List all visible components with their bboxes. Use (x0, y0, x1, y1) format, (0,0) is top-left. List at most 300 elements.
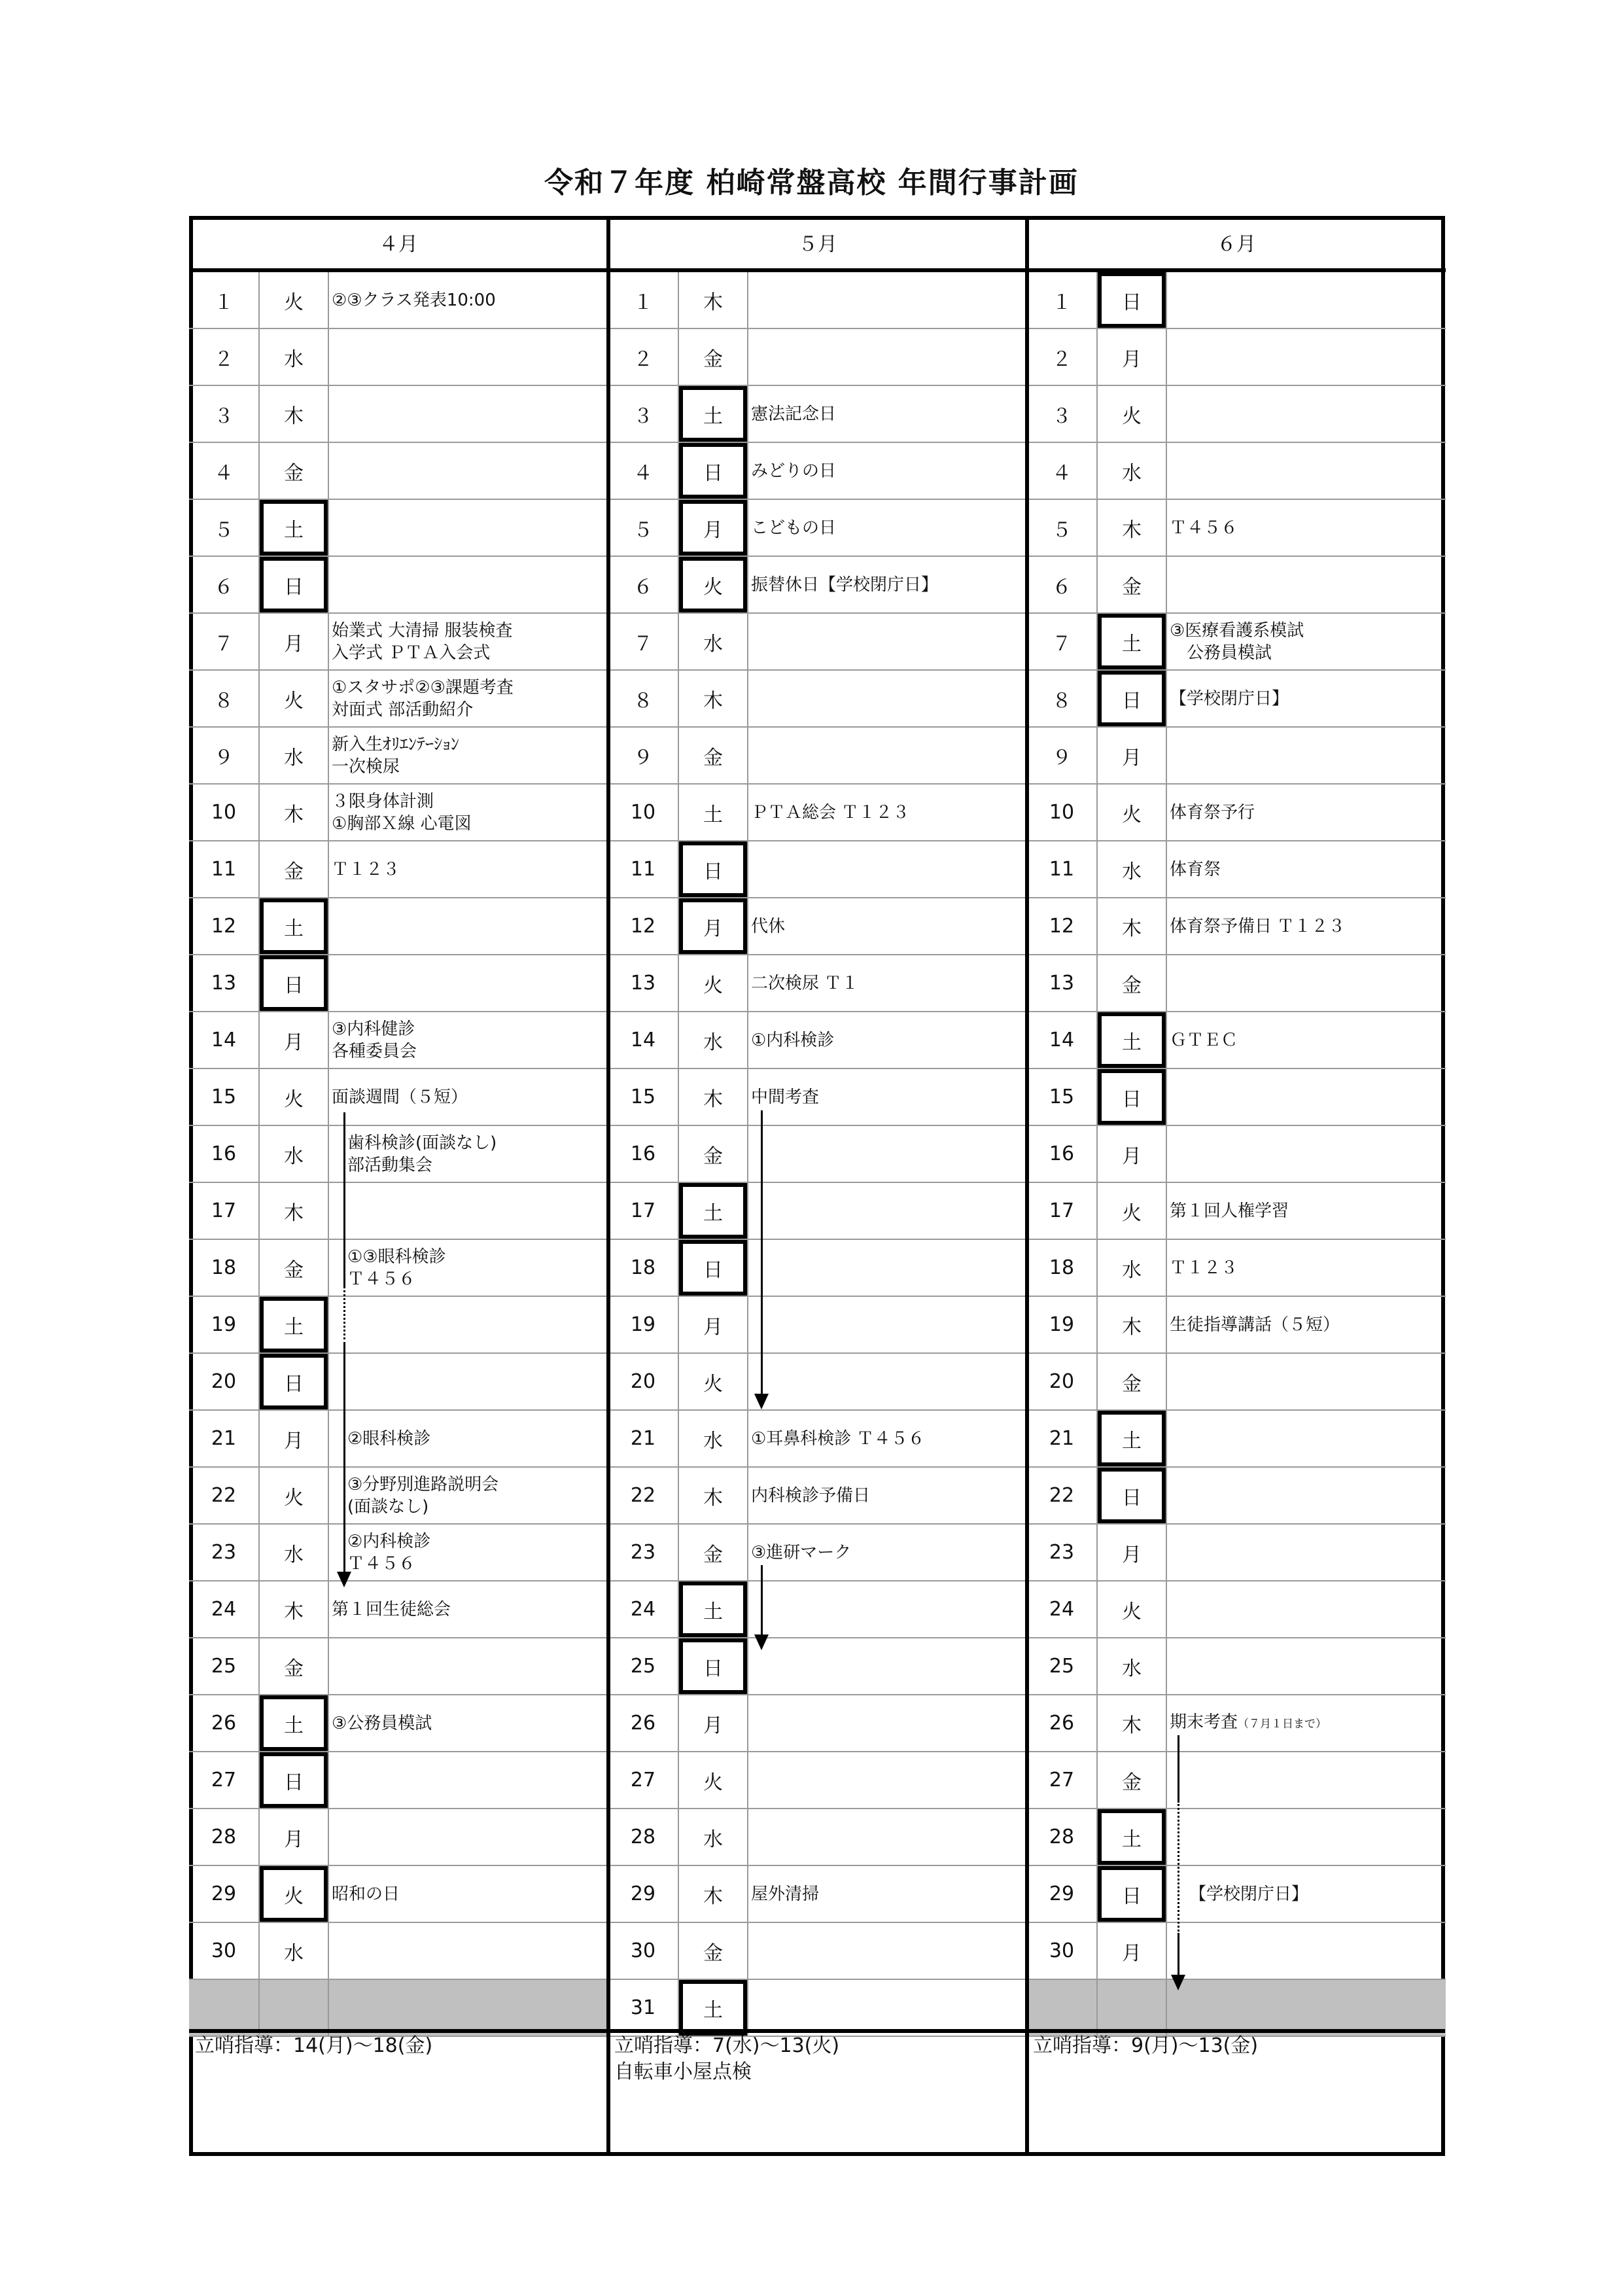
day-number: 17 (608, 1183, 679, 1239)
day-row (1027, 557, 1446, 614)
day-number: 10 (1027, 785, 1098, 840)
day-row (1027, 1695, 1446, 1752)
final-exam-arrow-line (1178, 1935, 1179, 1977)
event-cell (751, 1809, 1023, 1865)
notes-april (195, 2033, 601, 2059)
day-number: 13 (1027, 955, 1098, 1011)
day-number: 22 (189, 1468, 260, 1523)
event-text: 体育祭 (1170, 859, 1221, 879)
day-row (1027, 614, 1446, 671)
day-number: 21 (608, 1411, 679, 1466)
day-row (608, 1297, 1027, 1354)
day-row (189, 1354, 608, 1411)
day-number: 30 (608, 1923, 679, 1979)
weekday: 水 (260, 1923, 329, 1979)
day-number: ７ (1027, 614, 1098, 669)
day-number: 29 (189, 1866, 260, 1922)
day-row (189, 955, 608, 1012)
day-number: 30 (189, 1923, 260, 1979)
event-cell (1170, 671, 1442, 726)
event-cell (751, 1980, 1023, 2036)
weekday: 木 (679, 1069, 748, 1125)
event-cell (1170, 1183, 1442, 1239)
event-cell (751, 671, 1023, 726)
day-row (1027, 1752, 1446, 1809)
day-row (189, 1809, 608, 1866)
event-text: 振替休日【学校閉庁日】 (751, 574, 939, 595)
day-number: 28 (1027, 1809, 1098, 1865)
day-row (608, 671, 1027, 728)
day-number: 28 (189, 1809, 260, 1865)
event-cell (1170, 1297, 1442, 1352)
weekday: 月 (260, 1411, 329, 1466)
day-row (1027, 329, 1446, 386)
day-row (189, 785, 608, 841)
day-number: 10 (189, 785, 260, 840)
weekday: 金 (679, 1126, 748, 1182)
day-number: ７ (608, 614, 679, 669)
event-cell (332, 1752, 604, 1808)
weekday: 木 (260, 1581, 329, 1637)
day-row (1027, 500, 1446, 557)
column-separator (1025, 216, 1029, 2156)
day-row (608, 1638, 1027, 1695)
day-number: 25 (1027, 1638, 1098, 1694)
day-number: １ (1027, 272, 1098, 328)
day-number: 23 (608, 1525, 679, 1580)
weekday: 木 (679, 1866, 748, 1922)
weekday-holiday-box: 土 (260, 1297, 329, 1352)
weekday: 水 (679, 1809, 748, 1865)
event-cell (751, 1354, 1023, 1409)
weekday: 水 (260, 329, 329, 385)
event-cell (1170, 1126, 1442, 1182)
event-text: 部活動集会 (347, 1155, 433, 1175)
weekday: 水 (260, 1525, 329, 1580)
empty-cell (189, 1980, 260, 2036)
mark-exam-arrowhead (754, 1634, 769, 1650)
day-row (1027, 1581, 1446, 1638)
event-cell (332, 1354, 604, 1409)
event-text: Ｔ４５６ (1170, 518, 1238, 538)
day-row (608, 1354, 1027, 1411)
day-number: １ (189, 272, 260, 328)
day-row (608, 1923, 1027, 1980)
day-row (189, 1240, 608, 1297)
event-text: 生徒指導講話（５短） (1170, 1315, 1340, 1335)
day-number: 31 (608, 1980, 679, 2036)
day-number: ３ (189, 386, 260, 442)
event-cell (1170, 500, 1442, 556)
weekday-holiday-box: 日 (679, 1240, 748, 1296)
weekday: 金 (679, 1525, 748, 1580)
weekday-holiday-box: 土 (679, 1581, 748, 1637)
weekday: 火 (1098, 1581, 1167, 1637)
event-cell (332, 557, 604, 612)
weekday: 水 (679, 1012, 748, 1068)
weekday: 火 (1098, 785, 1167, 840)
event-text: ③医療看護系模試 (1170, 620, 1304, 641)
day-row (608, 1468, 1027, 1525)
weekday: 木 (679, 671, 748, 726)
day-row (189, 1866, 608, 1923)
event-cell (1170, 955, 1442, 1011)
month-column-april (189, 216, 608, 2156)
event-text: 歯科検診(面談なし) (347, 1133, 497, 1153)
day-row (189, 1752, 608, 1809)
event-cell (751, 329, 1023, 385)
day-number: ６ (608, 557, 679, 612)
day-number: 19 (189, 1297, 260, 1352)
month-column-june (1027, 216, 1446, 2156)
day-row (189, 557, 608, 614)
day-row (1027, 785, 1446, 841)
weekday: 水 (1098, 1638, 1167, 1694)
event-text: 憲法記念日 (751, 404, 837, 424)
event-cell (1170, 272, 1442, 328)
event-cell (347, 1411, 604, 1466)
event-text: みどりの日 (751, 461, 837, 481)
weekday: 金 (679, 329, 748, 385)
event-text: ②眼科検診 (347, 1428, 431, 1449)
event-cell (751, 1581, 1023, 1637)
empty-day-row (1027, 1980, 1446, 2037)
weekday: 月 (260, 614, 329, 669)
weekday-holiday-box: 月 (679, 500, 748, 556)
midterm-arrow-line (761, 1110, 763, 1395)
day-row (189, 443, 608, 500)
weekday: 火 (679, 1752, 748, 1808)
day-number: 25 (608, 1638, 679, 1694)
event-cell (332, 1581, 604, 1637)
weekday: 木 (679, 1468, 748, 1523)
weekday: 火 (260, 1069, 329, 1125)
day-number: 21 (1027, 1411, 1098, 1466)
day-number: 11 (608, 841, 679, 897)
weekday: 金 (679, 1923, 748, 1979)
weekday: 水 (679, 1411, 748, 1466)
event-cell (347, 1525, 604, 1580)
day-row (608, 1866, 1027, 1923)
day-number: ６ (189, 557, 260, 612)
event-text: 新入生ｵﾘｴﾝﾃｰｼｮﾝ (332, 734, 460, 754)
weekday: 木 (260, 1183, 329, 1239)
weekday: 水 (679, 614, 748, 669)
event-text: 始業式 大清掃 服装検査 (332, 620, 513, 641)
event-cell (332, 1069, 604, 1125)
day-number: 23 (1027, 1525, 1098, 1580)
event-cell (751, 955, 1023, 1011)
day-number: 14 (189, 1012, 260, 1068)
day-number: ９ (608, 728, 679, 783)
day-number: 30 (1027, 1923, 1098, 1979)
event-text: ③進研マーク (751, 1542, 852, 1563)
final-exam-dotted-line (1178, 1801, 1179, 1935)
event-cell (1170, 728, 1442, 783)
day-row (1027, 443, 1446, 500)
day-number: 27 (1027, 1752, 1098, 1808)
day-row (608, 1752, 1027, 1809)
month-header: ５月 (608, 216, 1027, 272)
weekday-holiday-box: 日 (1098, 1866, 1167, 1922)
event-text: 各種委員会 (332, 1041, 417, 1061)
event-text: Ｔ４５６ (347, 1269, 416, 1289)
notes-june (1033, 2033, 1439, 2059)
event-cell (1170, 1638, 1442, 1694)
day-row (608, 1240, 1027, 1297)
event-cell (332, 671, 604, 726)
empty-day-row (189, 1980, 608, 2037)
day-row (608, 841, 1027, 898)
day-row (1027, 386, 1446, 443)
day-row (1027, 1069, 1446, 1126)
weekday: 月 (679, 1695, 748, 1751)
page-title: 令和７年度 柏崎常盤高校 年間行事計画 (544, 166, 1079, 200)
weekday: 金 (1098, 1752, 1167, 1808)
event-cell (1170, 1695, 1442, 1751)
weekday-holiday-box: 月 (679, 898, 748, 954)
weekday: 金 (260, 841, 329, 897)
event-cell (751, 1752, 1023, 1808)
day-row (189, 841, 608, 898)
notes-may (614, 2033, 1020, 2085)
day-row (608, 1411, 1027, 1468)
day-row (1027, 728, 1446, 785)
event-cell (332, 1923, 604, 1979)
day-number: ８ (1027, 671, 1098, 726)
weekday-holiday-box: 土 (260, 898, 329, 954)
event-cell (332, 785, 604, 840)
day-row (1027, 898, 1446, 955)
event-text: Ｔ４５６ (347, 1553, 416, 1574)
day-number: ４ (189, 443, 260, 499)
event-cell (1170, 557, 1442, 612)
day-row (608, 1581, 1027, 1638)
event-cell (332, 898, 604, 954)
mark-exam-arrow-line (761, 1565, 763, 1637)
note-line: 自転車小屋点検 (614, 2060, 752, 2083)
weekday-holiday-box: 土 (1098, 1411, 1167, 1466)
day-row (1027, 1525, 1446, 1581)
event-cell (751, 1126, 1023, 1182)
event-text: Ｔ１２３ (332, 859, 400, 879)
event-cell (332, 1297, 604, 1352)
weekday: 水 (260, 1126, 329, 1182)
event-text: 第１回生徒総会 (332, 1599, 451, 1619)
day-row (189, 1581, 608, 1638)
event-text: ①③眼科検診 (347, 1246, 446, 1267)
final-exam-arrowhead (1171, 1975, 1185, 1990)
day-row (608, 329, 1027, 386)
day-row (608, 500, 1027, 557)
day-row (1027, 272, 1446, 329)
event-cell (1170, 1468, 1442, 1523)
day-row (608, 898, 1027, 955)
weekday: 金 (1098, 557, 1167, 612)
event-text: (面談なし) (347, 1496, 429, 1517)
event-cell (1170, 443, 1442, 499)
event-text: 中間考査 (751, 1087, 820, 1107)
weekday: 火 (260, 671, 329, 726)
event-cell (347, 1468, 604, 1523)
event-cell (347, 1240, 604, 1296)
weekday: 月 (260, 1012, 329, 1068)
day-number: 26 (189, 1695, 260, 1751)
day-row (189, 728, 608, 785)
day-number: ４ (608, 443, 679, 499)
day-number: 16 (189, 1126, 260, 1182)
day-row (1027, 1638, 1446, 1695)
day-row (189, 1012, 608, 1069)
day-row (189, 272, 608, 329)
event-cell (1170, 898, 1442, 954)
event-cell (751, 1923, 1023, 1979)
weekday-holiday-box: 日 (679, 841, 748, 897)
event-text: 内科検診予備日 (751, 1485, 871, 1506)
day-row (1027, 1012, 1446, 1069)
day-number: ８ (189, 671, 260, 726)
event-cell (332, 1183, 604, 1239)
day-number: 27 (608, 1752, 679, 1808)
weekday: 木 (1098, 1297, 1167, 1352)
day-number: 14 (608, 1012, 679, 1068)
day-row (1027, 1354, 1446, 1411)
day-number: 17 (1027, 1183, 1098, 1239)
weekday-holiday-box: 日 (1098, 1069, 1167, 1125)
weekday-holiday-box: 火 (260, 1866, 329, 1922)
event-cell (751, 386, 1023, 442)
empty-cell (1098, 1980, 1167, 2036)
event-text: ＰＴＡ総会 Ｔ１２３ (751, 802, 910, 822)
event-text: 一次検尿 (332, 756, 400, 777)
day-number: ２ (1027, 329, 1098, 385)
weekday-holiday-box: 土 (260, 500, 329, 556)
day-row (189, 1695, 608, 1752)
event-text: ②③クラス発表10:00 (332, 290, 496, 310)
event-cell (332, 614, 604, 669)
day-number: 23 (189, 1525, 260, 1580)
event-text: ③分野別進路説明会 (347, 1474, 499, 1494)
day-number: 13 (608, 955, 679, 1011)
event-text: ②内科検診 (347, 1531, 431, 1551)
day-row (189, 329, 608, 386)
day-number: 16 (1027, 1126, 1098, 1182)
weekday: 金 (260, 1638, 329, 1694)
event-cell (751, 1468, 1023, 1523)
event-text: 代休 (751, 916, 786, 936)
event-cell (332, 1866, 604, 1922)
day-row (189, 1183, 608, 1240)
day-number: 24 (608, 1581, 679, 1637)
weekday: 月 (1098, 1923, 1167, 1979)
event-cell (751, 841, 1023, 897)
weekday: 木 (1098, 1695, 1167, 1751)
weekday: 水 (1098, 443, 1167, 499)
day-row (608, 1695, 1027, 1752)
event-cell (347, 1126, 604, 1182)
weekday: 月 (1098, 1126, 1167, 1182)
day-number: 13 (189, 955, 260, 1011)
note-line: 立哨指導：9(月)～13(金) (1033, 2034, 1259, 2057)
weekday: 水 (1098, 1240, 1167, 1296)
event-cell (1170, 1354, 1442, 1409)
day-row (1027, 1809, 1446, 1866)
weekday-holiday-box: 日 (260, 1752, 329, 1808)
weekday: 火 (260, 272, 329, 328)
weekday: 月 (1098, 1525, 1167, 1580)
weekday-holiday-box: 土 (1098, 1012, 1167, 1068)
weekday-holiday-box: 日 (260, 557, 329, 612)
note-line: 立哨指導：14(月)～18(金) (195, 2034, 433, 2057)
event-text: こどもの日 (751, 518, 837, 538)
event-cell (1170, 1752, 1442, 1808)
day-row (1027, 1297, 1446, 1354)
interview-week-dotted-line (343, 1286, 345, 1345)
day-row (1027, 955, 1446, 1012)
event-cell (332, 955, 604, 1011)
day-number: ９ (189, 728, 260, 783)
day-row (1027, 671, 1446, 728)
event-cell (1170, 386, 1442, 442)
event-text: ③公務員模試 (332, 1713, 432, 1733)
day-row (1027, 841, 1446, 898)
event-cell (751, 1411, 1023, 1466)
day-number: １ (608, 272, 679, 328)
day-row (189, 1126, 608, 1183)
day-row (189, 614, 608, 671)
weekday-holiday-box: 火 (679, 557, 748, 612)
event-cell (1170, 1411, 1442, 1466)
final-exam-arrow-line (1178, 1735, 1179, 1801)
month-header: ６月 (1027, 216, 1446, 272)
event-cell (751, 898, 1023, 954)
event-cell (332, 329, 604, 385)
weekday: 木 (260, 785, 329, 840)
empty-cell (260, 1980, 329, 2036)
weekday: 金 (260, 443, 329, 499)
event-cell (751, 1297, 1023, 1352)
event-text: 二次検尿 Ｔ１ (751, 973, 859, 993)
event-text: 面談週間（５短） (332, 1087, 468, 1107)
day-number: 28 (608, 1809, 679, 1865)
event-text: ３限身体計測 (332, 791, 434, 811)
day-number: 11 (1027, 841, 1098, 897)
weekday: 土 (679, 785, 748, 840)
day-number: ５ (1027, 500, 1098, 556)
day-number: 20 (189, 1354, 260, 1409)
event-cell (751, 1866, 1023, 1922)
day-number: ９ (1027, 728, 1098, 783)
month-column-may (608, 216, 1027, 2156)
midterm-arrowhead (754, 1394, 769, 1409)
event-cell (1170, 785, 1442, 840)
day-row (1027, 1468, 1446, 1525)
day-row (608, 557, 1027, 614)
day-row (1027, 1240, 1446, 1297)
day-number: 26 (608, 1695, 679, 1751)
event-cell (1170, 841, 1442, 897)
day-number: 25 (189, 1638, 260, 1694)
weekday: 月 (1098, 728, 1167, 783)
event-text: 公務員模試 (1170, 643, 1272, 663)
month-header: ４月 (189, 216, 608, 272)
day-number: 17 (189, 1183, 260, 1239)
day-row (608, 728, 1027, 785)
day-number: 15 (1027, 1069, 1098, 1125)
event-cell (1189, 1866, 1442, 1922)
weekday-holiday-box: 日 (260, 955, 329, 1011)
event-cell (332, 272, 604, 328)
